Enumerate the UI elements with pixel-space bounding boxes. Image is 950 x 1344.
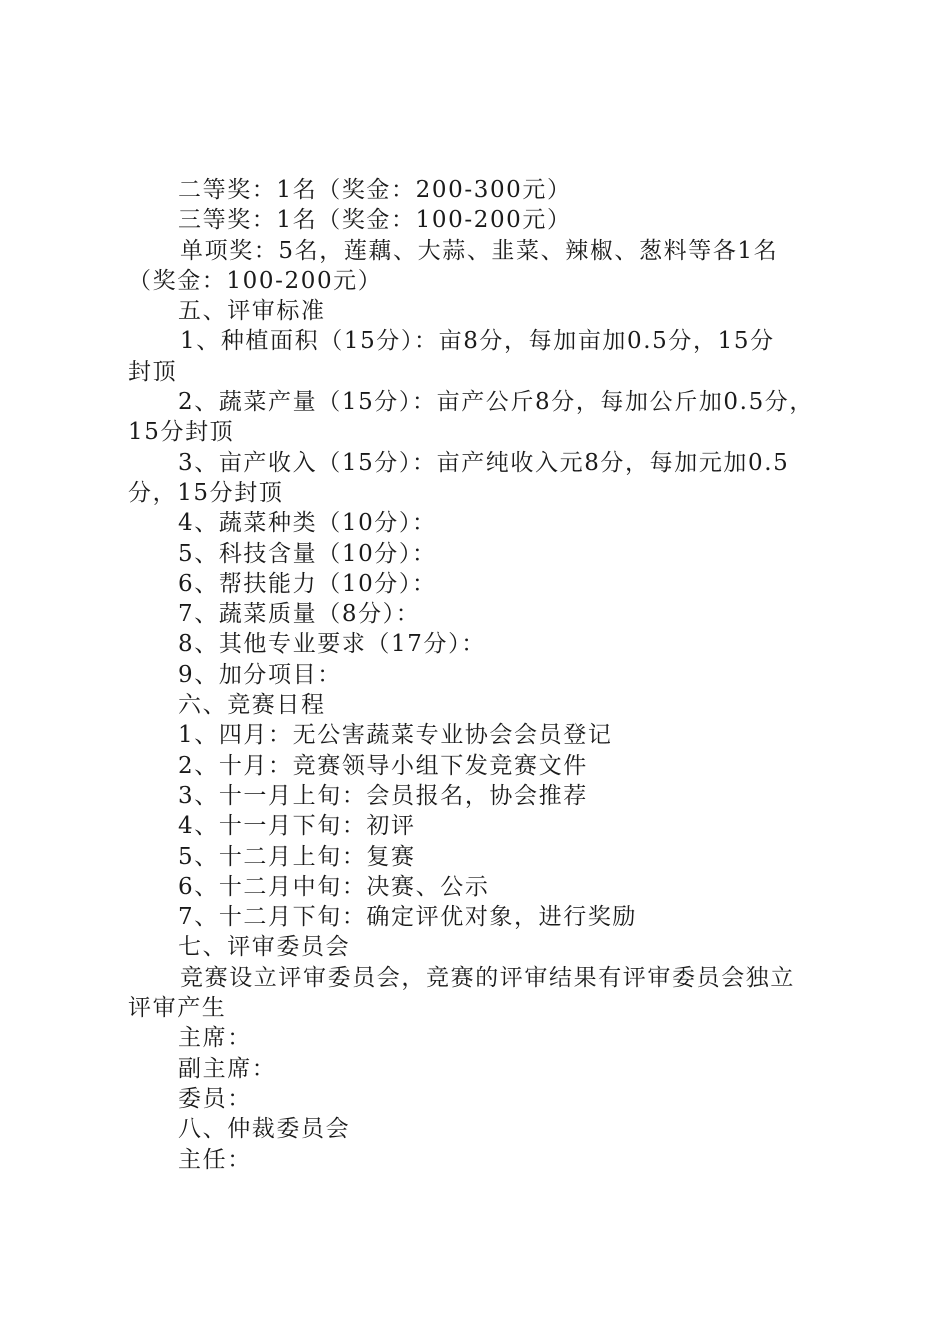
criteria-item-1: 1、种植面积（15分）：亩8分，每加亩加0.5分，15分 [180,328,775,355]
criteria-item-6: 6、帮扶能力（10分）： [178,570,437,597]
award-second-prize: 二等奖：1名（奖金：200-300元） [178,177,572,203]
award-third-prize: 三等奖：1名（奖金：100-200元） [178,207,572,234]
criteria-item-1-continued: 封顶 [128,358,178,385]
section-heading-arbitration: 八、仲裁委员会 [178,1116,351,1143]
section-heading-criteria: 五、评审标准 [178,298,326,325]
section-heading-committee: 七、评审委员会 [178,934,351,961]
criteria-item-5: 5、科技含量（10分）： [178,540,437,567]
arbitration-director: 主任： [178,1146,252,1173]
schedule-item-4: 4、十一月下旬：初评 [178,813,416,840]
criteria-item-3-continued: 分，15分封顶 [128,479,284,506]
criteria-item-3: 3、亩产收入（15分）：亩产纯收入元8分，每加元加0.5 [178,449,790,476]
criteria-item-9: 9、加分项目： [178,661,342,688]
schedule-item-3: 3、十一月上旬：会员报名，协会推荐 [178,782,588,809]
committee-description-continued: 评审产生 [128,995,227,1022]
criteria-item-8: 8、其他专业要求（17分）： [178,631,486,658]
criteria-item-2-continued: 15分封顶 [128,419,235,446]
award-single-item: 单项奖：5名，莲藕、大蒜、韭菜、辣椒、葱料等各1名 [180,237,779,264]
schedule-item-6: 6、十二月中旬：决赛、公示 [178,873,490,900]
committee-members: 委员： [178,1085,252,1112]
criteria-item-4: 4、蔬菜种类（10分）： [178,510,437,537]
criteria-item-7: 7、蔬菜质量（8分）： [178,601,421,628]
schedule-item-1: 1、四月：无公害蔬菜专业协会会员登记 [178,722,613,749]
award-single-item-continued: （奖金：100-200元） [128,267,383,294]
criteria-item-2: 2、蔬菜产量（15分）：亩产公斤8分，每加公斤加0.5分， [178,389,815,416]
committee-vice-chair: 副主席： [178,1055,277,1082]
section-heading-schedule: 六、竞赛日程 [178,692,326,719]
committee-chair: 主席： [178,1025,252,1052]
committee-description: 竞赛设立评审委员会，竞赛的评审结果有评审委员会独立 [180,964,795,991]
schedule-item-7: 7、十二月下旬：确定评优对象，进行奖励 [178,904,638,931]
schedule-item-5: 5、十二月上旬：复赛 [178,843,416,870]
schedule-item-2: 2、十月：竞赛领导小组下发竞赛文件 [178,752,588,779]
document-body [128,175,840,1175]
